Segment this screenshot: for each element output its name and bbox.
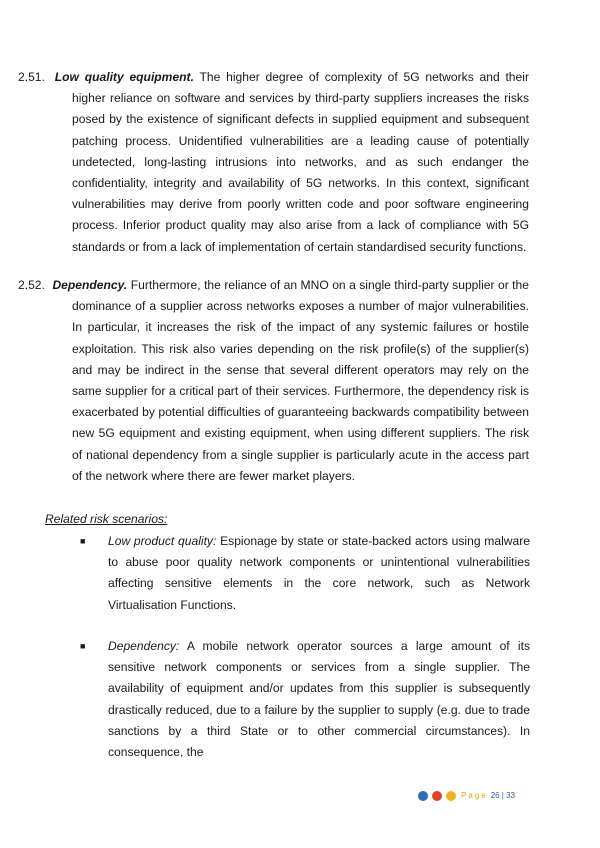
paragraph-2-52 [18,275,529,487]
page-number: 26 | 33 [490,791,516,800]
paragraph-2-51 [18,67,529,258]
square-bullet-icon: ■ [80,536,86,546]
bullet-text [108,531,530,616]
related-risk-heading: Related risk scenarios: [45,512,168,526]
paragraph-text: Furthermore, the reliance of an MNO on a single third-party supplier or the dominance of a supplier across networks exposes a number of major vulnerabilities. In particular, it increases the risk of the impact of any systemic failures or hostile exploitation. This risk also varies depending on the risk profile(s) of the supplier(s) and may be indirect in the sense that several different operators may rely on the same supplier for a critical part of their services. Furthermore, the dependency risk is exacerbated by potential difficulties of guaranteeing backwards compatibility between new 5G equipment and existing equipment, when using different suppliers. The risk of national dependency from a single supplier is particularly acute in the access part of the network where there are fewer market players. [72,278,529,483]
paragraph-title: Low quality equipment. [54,70,194,84]
bullet-text [108,636,530,763]
paragraph-text: The higher degree of complexity of 5G networks and their higher reliance on software and services by third-party suppliers increases the risks posed by the existence of significant defects in supplied equipment and subsequent patching process. Unidentified vulnerabilities are a leading cause of potentially undetected, long-lasting intrusions into networks, and as such endanger the confidentiality, integrity and availability of 5G networks. In this context, significant vulnerabilities may derive from poorly written code and poor software engineering process. Inferior product quality may also arise from a lack of compliance with 5G standards or from a lack of implementation of certain standardised security functions. [72,70,529,254]
bullet-term: Low product quality: [108,534,217,548]
page-footer [418,789,515,803]
bullet-body: Espionage by state or state-backed actors using malware to abuse poor quality network components or unintentional vulnerabilities affecting sensitive elements in the core network, such as Network Virtualisation Functions. [108,534,530,612]
blue-dot-icon [418,791,428,801]
paragraph-body: 2.52. Dependency. Furthermore, the reliance of an MNO on a single third-party supplier or the dominance of a supplier across networks exposes a number of major vulnerabilities. In particular, it increases the risk of the impact of any systemic failures or hostile exploitation. This risk also varies depending on the risk profile(s) of the supplier(s) and may be indirect in the sense that several different operators may rely on the same supplier for a critical part of their services. Furthermore, the dependency risk is exacerbated by potential difficulties of guaranteeing backwards compatibility between new 5G equipment and existing equipment, when using different suppliers. The risk of national dependency from a single supplier is particularly acute in the access part of the network where there are fewer market players. [18,278,529,483]
paragraph-body: 2.51. Low quality equipment. The higher degree of complexity of 5G networks and their higher reliance on software and services by third-party suppliers increases the risks posed by the existence of significant defects in supplied equipment and subsequent patching process. Unidentified vulnerabilities are a leading cause of potentially undetected, long-lasting intrusions into networks, and as such endanger the confidentiality, integrity and availability of 5G networks. In this context, significant vulnerabilities may derive from poorly written code and poor software engineering process. Inferior product quality may also arise from a lack of compliance with 5G standards or from a lack of implementation of certain standardised security functions. [18,70,529,254]
bullet-body: A mobile network operator sources a large amount of its sensitive network components or services from a single supplier. The availability of equipment and/or updates from this supplier is subsequently drastically reduced, due to a failure by the supplier to supply (e.g. due to trade sanctions by a third State or to other commercial circumstances). In consequence, the [108,639,530,760]
red-dot-icon [432,791,442,801]
bullet-term: Dependency: [108,639,180,653]
bullet-item [80,636,530,763]
page-label: Page [461,791,488,800]
yellow-dot-icon [446,791,456,801]
square-bullet-icon: ■ [80,641,86,651]
bullet-item [80,531,530,616]
paragraph-title: Dependency. [52,278,128,292]
